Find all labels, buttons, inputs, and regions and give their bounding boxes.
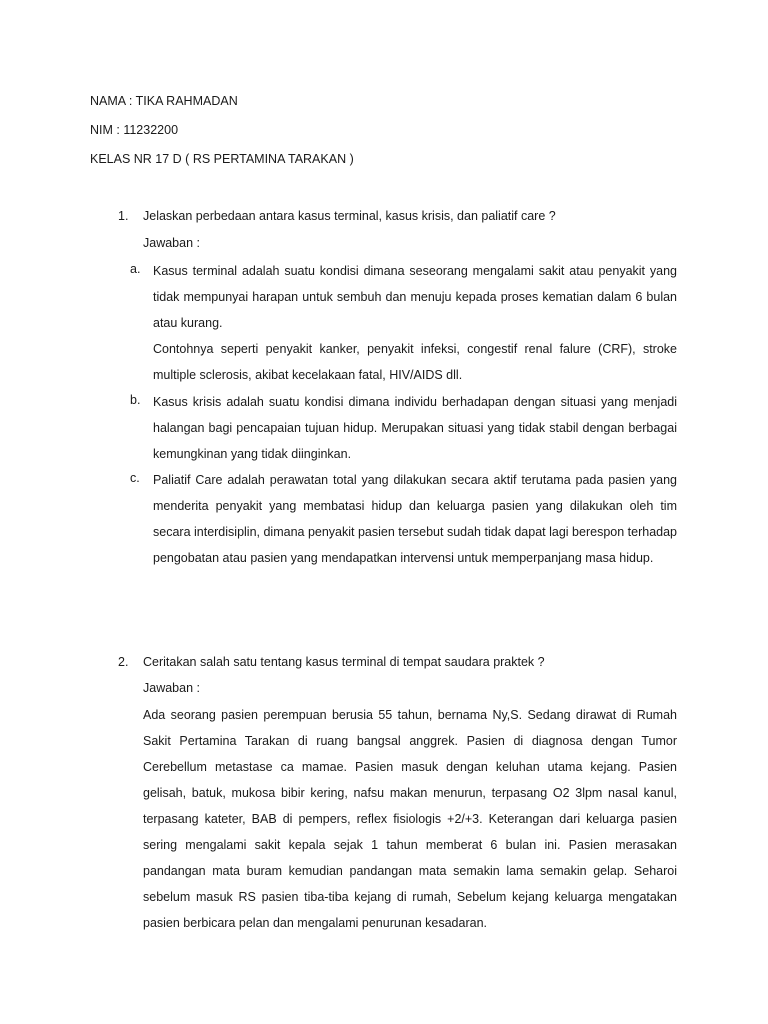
question-2-text: Ceritakan salah satu tentang kasus terminal di tempat saudara praktek ? [143, 655, 545, 669]
question-2-number: 2. [118, 655, 129, 669]
student-nim: NIM : 11232200 [90, 123, 179, 137]
answer-1a-example: Contohnya seperti penyakit kanker, penyakit infeksi, congestif renal falure (CRF), stroke multiple sclerosis, akibat kecelakaan fatal, HIV/AIDS dll. [153, 342, 677, 382]
answer-1b-letter: b. [130, 393, 141, 407]
question-1-text: Jelaskan perbedaan antara kasus terminal, kasus krisis, dan paliatif care ? [143, 209, 556, 223]
answer-1a-text: Kasus terminal adalah suatu kondisi dimana seseorang mengalami sakit atau penyakit yang tidak mempunyai harapan untuk sembuh dan menuju kepada proses kematian dalam 6 bulan atau kurang. [153, 264, 677, 330]
student-class: KELAS NR 17 D ( RS PERTAMINA TARAKAN ) [90, 152, 354, 166]
answer-2-text: Ada seorang pasien perempuan berusia 55 tahun, bernama Ny,S. Sedang dirawat di Rumah Sakit Pertamina Tarakan di ruang bangsal anggrek. Pasien di diagnosa dengan Tumor Cerebellum metastase ca mamae. Pasien masuk dengan keluhan utama kejang. Pasien gelisah, batuk, mukosa bibir kering, nafsu makan menurun, terpasang O2 3lpm nasal kanul, terpasang kateter, BAB di pempers, reflex fisiologis +2/+3. Keterangan dari keluarga pasien sering mengalami sakit kepala sejak 1 tahun memberat 6 bulan ini. Pasien merasakan pandangan mata buram kemudian pandangan mata semakin lama semakin gelap. Seharoi sebelum masuk RS pasien tiba-tiba kejang di rumah, Sebelum kejang keluarga mengatakan pasien berbicara pelan dan mengalami penurunan kesadaran. [143, 708, 677, 930]
student-name: NAMA : TIKA RAHMADAN [90, 94, 238, 108]
answer-1b-text: Kasus krisis adalah suatu kondisi dimana individu berhadapan dengan situasi yang menjadi halangan bagi pencapaian tujuan hidup. Merupakan situasi yang tidak stabil dengan berbagai kemungkinan yang tidak diinginkan. [153, 395, 677, 461]
answer-1c-letter: c. [130, 471, 140, 485]
answer-1c-text: Paliatif Care adalah perawatan total yang dilakukan secara aktif terutama pada pasien yang menderita penyakit yang membatasi hidup dan keluarga pasien yang dilakukan oleh tim secara interdisiplin, dimana penyakit pasien tersebut sudah tidak dapat lagi berespon terhadap pengobatan atau pasien yang mendapatkan intervensi untuk memperpanjang masa hidup. [153, 473, 677, 565]
question-2-answer-label: Jawaban : [143, 681, 200, 695]
question-1-number: 1. [118, 209, 129, 223]
question-1-answer-label: Jawaban : [143, 236, 200, 250]
answer-1a-letter: a. [130, 262, 141, 276]
